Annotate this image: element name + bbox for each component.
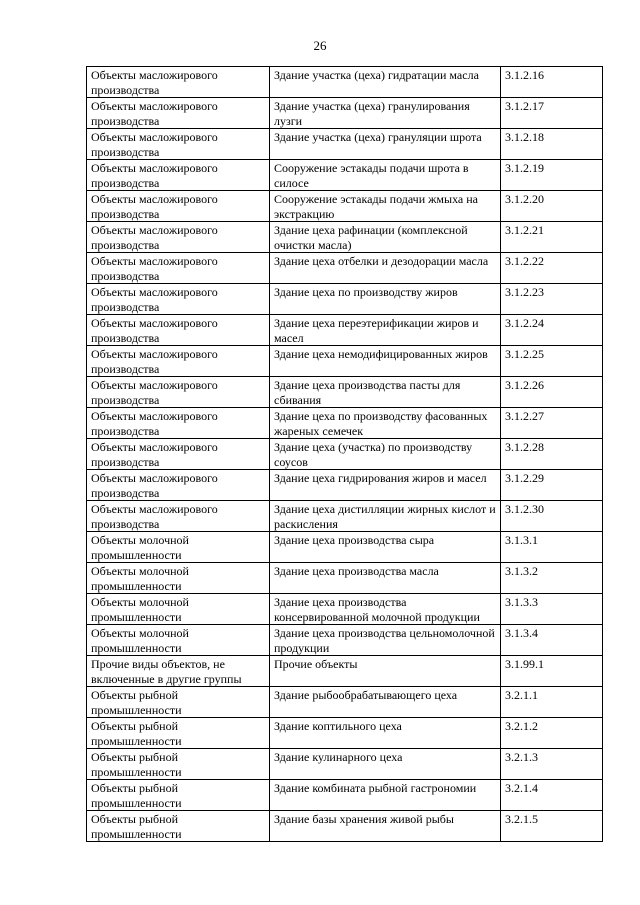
object-group-cell: Объекты молочной промышленности — [87, 532, 270, 563]
object-group-cell: Объекты рыбной промышленности — [87, 718, 270, 749]
table-row — [87, 98, 603, 129]
object-group-cell: Объекты рыбной промышленности — [87, 780, 270, 811]
object-code-cell: 3.1.2.29 — [501, 470, 603, 501]
object-group-cell: Объекты масложирового производства — [87, 67, 270, 98]
object-name-cell: Здание цеха производства масла — [270, 563, 501, 594]
table-row — [87, 67, 603, 98]
object-code-cell: 3.1.2.21 — [501, 222, 603, 253]
object-group-cell: Объекты рыбной промышленности — [87, 749, 270, 780]
object-code-cell: 3.1.2.28 — [501, 439, 603, 470]
object-name-cell: Здание рыбообрабатывающего цеха — [270, 687, 501, 718]
object-name-cell: Сооружение эстакады подачи жмыха на экстракцию — [270, 191, 501, 222]
object-code-cell: 3.1.2.24 — [501, 315, 603, 346]
object-group-cell: Объекты масложирового производства — [87, 501, 270, 532]
object-name-cell: Здание цеха по производству фасованных жареных семечек — [270, 408, 501, 439]
table-body — [87, 67, 603, 842]
object-name-cell: Здание цеха (участка) по производству соусов — [270, 439, 501, 470]
table-row — [87, 501, 603, 532]
table-row — [87, 470, 603, 501]
object-code-cell: 3.1.3.1 — [501, 532, 603, 563]
object-name-cell: Здание цеха отбелки и дезодорации масла — [270, 253, 501, 284]
table-row — [87, 315, 603, 346]
table-row — [87, 656, 603, 687]
table-row — [87, 346, 603, 377]
object-group-cell: Прочие виды объектов, не включенные в другие группы — [87, 656, 270, 687]
object-code-cell: 3.1.2.19 — [501, 160, 603, 191]
object-code-cell: 3.2.1.2 — [501, 718, 603, 749]
table-row — [87, 408, 603, 439]
object-name-cell: Здание цеха производства сыра — [270, 532, 501, 563]
objects-table — [86, 66, 603, 842]
object-group-cell: Объекты молочной промышленности — [87, 594, 270, 625]
object-name-cell: Здание кулинарного цеха — [270, 749, 501, 780]
object-name-cell: Здание участка (цеха) гранулирования лузги — [270, 98, 501, 129]
table-row — [87, 439, 603, 470]
object-name-cell: Здание коптильного цеха — [270, 718, 501, 749]
object-group-cell: Объекты рыбной промышленности — [87, 687, 270, 718]
object-name-cell: Здание цеха гидрирования жиров и масел — [270, 470, 501, 501]
object-group-cell: Объекты масложирового производства — [87, 346, 270, 377]
table-row — [87, 625, 603, 656]
object-group-cell: Объекты масложирового производства — [87, 470, 270, 501]
object-group-cell: Объекты масложирового производства — [87, 439, 270, 470]
object-code-cell: 3.1.2.22 — [501, 253, 603, 284]
object-code-cell: 3.1.2.23 — [501, 284, 603, 315]
object-group-cell: Объекты масложирового производства — [87, 129, 270, 160]
object-group-cell: Объекты масложирового производства — [87, 222, 270, 253]
object-code-cell: 3.1.3.4 — [501, 625, 603, 656]
object-name-cell: Здание цеха дистилляции жирных кислот и раскисления — [270, 501, 501, 532]
object-group-cell: Объекты молочной промышленности — [87, 563, 270, 594]
object-name-cell: Здание цеха производства пасты для сбивания — [270, 377, 501, 408]
object-code-cell: 3.1.2.30 — [501, 501, 603, 532]
object-code-cell: 3.1.2.17 — [501, 98, 603, 129]
object-group-cell: Объекты рыбной промышленности — [87, 811, 270, 842]
object-group-cell: Объекты масложирового производства — [87, 160, 270, 191]
object-code-cell: 3.1.2.26 — [501, 377, 603, 408]
table-row — [87, 253, 603, 284]
object-name-cell: Здание базы хранения живой рыбы — [270, 811, 501, 842]
table-row — [87, 563, 603, 594]
object-group-cell: Объекты масложирового производства — [87, 315, 270, 346]
object-name-cell: Здание участка (цеха) грануляции шрота — [270, 129, 501, 160]
object-code-cell: 3.2.1.5 — [501, 811, 603, 842]
object-code-cell: 3.1.2.18 — [501, 129, 603, 160]
object-group-cell: Объекты молочной промышленности — [87, 625, 270, 656]
object-code-cell: 3.1.2.27 — [501, 408, 603, 439]
object-group-cell: Объекты масложирового производства — [87, 408, 270, 439]
table-row — [87, 687, 603, 718]
object-code-cell: 3.1.2.16 — [501, 67, 603, 98]
table-row — [87, 191, 603, 222]
object-name-cell: Здание цеха производства консервированной молочной продукции — [270, 594, 501, 625]
object-name-cell: Здание цеха по производству жиров — [270, 284, 501, 315]
object-name-cell: Здание участка (цеха) гидратации масла — [270, 67, 501, 98]
object-name-cell: Здание цеха производства цельномолочной продукции — [270, 625, 501, 656]
object-code-cell: 3.1.3.3 — [501, 594, 603, 625]
table-row — [87, 749, 603, 780]
object-code-cell: 3.1.99.1 — [501, 656, 603, 687]
object-name-cell: Здание цеха переэтерификации жиров и масел — [270, 315, 501, 346]
table-row — [87, 718, 603, 749]
table-row — [87, 594, 603, 625]
table-row — [87, 129, 603, 160]
table-row — [87, 811, 603, 842]
table-row — [87, 377, 603, 408]
object-code-cell: 3.2.1.4 — [501, 780, 603, 811]
object-name-cell: Здание цеха рафинации (комплексной очистки масла) — [270, 222, 501, 253]
object-code-cell: 3.2.1.3 — [501, 749, 603, 780]
object-name-cell: Здание цеха немодифицированных жиров — [270, 346, 501, 377]
table-row — [87, 532, 603, 563]
page-number: 26 — [313, 38, 327, 53]
object-group-cell: Объекты масложирового производства — [87, 377, 270, 408]
table-row — [87, 780, 603, 811]
object-group-cell: Объекты масложирового производства — [87, 284, 270, 315]
object-name-cell: Здание комбината рыбной гастрономии — [270, 780, 501, 811]
object-group-cell: Объекты масложирового производства — [87, 191, 270, 222]
object-code-cell: 3.1.3.2 — [501, 563, 603, 594]
object-group-cell: Объекты масложирового производства — [87, 98, 270, 129]
object-name-cell: Сооружение эстакады подачи шрота в силосе — [270, 160, 501, 191]
table-row — [87, 284, 603, 315]
table-row — [87, 222, 603, 253]
table-row — [87, 160, 603, 191]
object-name-cell: Прочие объекты — [270, 656, 501, 687]
object-group-cell: Объекты масложирового производства — [87, 253, 270, 284]
object-code-cell: 3.1.2.25 — [501, 346, 603, 377]
object-code-cell: 3.2.1.1 — [501, 687, 603, 718]
object-code-cell: 3.1.2.20 — [501, 191, 603, 222]
